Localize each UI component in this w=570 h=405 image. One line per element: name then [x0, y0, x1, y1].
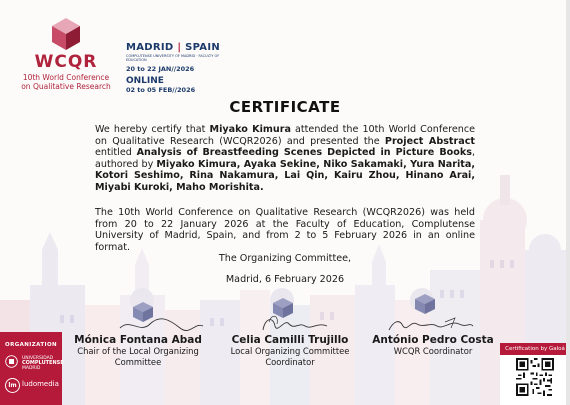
p1-text-b: attended the 10th World Conference on Qualitative Research (WCQR2026) and presented the [95, 124, 475, 147]
venue-university: COMPLUTENSE UNIVERSITY OF MADRID · FACULTY OF EDUCATION [126, 54, 220, 62]
cube-logo-icon [50, 16, 82, 52]
signatory-2 [215, 334, 365, 368]
venue-city-country: MADRID | SPAIN [126, 42, 221, 53]
signatory-1-role-line2: Committee [114, 357, 162, 367]
signatory-1-name: Mónica Fontana Abad [74, 334, 202, 346]
certificate-title: CERTIFICATE [229, 98, 341, 116]
signatory-2-role-line1: Local Organizing Committee [230, 346, 350, 356]
org1-line2: COMPLUTENSE [22, 360, 64, 366]
wcqr-logo [21, 16, 111, 96]
venue-country: SPAIN [185, 42, 221, 53]
page-edge [566, 0, 570, 405]
organization-bar [0, 332, 62, 405]
complutense-logo [5, 355, 64, 371]
signatory-1-role-line1: Chair of the Local Organizing [77, 346, 199, 356]
online-dates: 02 to 05 FEB//2026 [126, 86, 196, 94]
recipient-name: Miyako Kimura [209, 124, 291, 135]
logo-subtitle-line1: 10th World Conference [22, 73, 110, 82]
ludomedia-text: ludomedia [22, 380, 59, 388]
p1-text-a: We hereby certify that [95, 124, 210, 135]
org1-line3: MADRID [22, 366, 41, 371]
online-label: ONLINE [126, 76, 164, 86]
ludomedia-icon: lm [5, 378, 20, 393]
certificate-verification [500, 343, 570, 405]
organizing-committee: The Organizing Committee, [218, 253, 352, 264]
venue-city: MADRID [126, 42, 174, 53]
work-title: Analysis of Breastfeeding Scenes Depicted in Picture Books [136, 147, 472, 159]
certification-badge: Certification by Galoá [500, 343, 570, 355]
venue-info [126, 42, 236, 94]
org1-line1: UNIVERSIDAD [22, 356, 54, 361]
place-and-date: Madrid, 6 February 2026 [225, 274, 345, 285]
signature-2-graphic [255, 296, 335, 336]
complutense-text [22, 356, 64, 371]
conference-paragraph: The 10th World Conference on Qualitative Research (WCQR2026) was held from 20 to 22 January 2026 at the Faculty of Education, Complutense University of Madrid, Spain, and from 2 to 5 February 2026 in an online format. [95, 207, 475, 253]
signatory-3-name: António Pedro Costa [372, 334, 494, 346]
p1-text-d: , authored by [95, 147, 475, 170]
signature-1-graphic [115, 300, 205, 336]
presentation-type: Project Abstract [384, 135, 475, 147]
logo-text: WCQR [34, 52, 98, 72]
certification-paragraph [95, 124, 475, 194]
signatory-1 [63, 334, 213, 368]
signatory-2-name: Celia Camilli Trujillo [231, 334, 349, 346]
signatory-3 [358, 334, 508, 357]
signatory-3-role-line1: WCQR Coordinator [393, 346, 473, 356]
venue-dates: 20 to 22 JAN//2026 [126, 65, 195, 73]
signatory-2-role-line2: Coordinator [265, 357, 315, 367]
qr-code-icon[interactable] [516, 358, 554, 396]
logo-subtitle-line2: on Qualitative Research [21, 82, 111, 91]
signature-3-graphic [385, 292, 475, 336]
p1-text-c: entitled [95, 147, 137, 159]
organization-label: ORGANIZATION [5, 342, 58, 348]
university-crest-icon [5, 355, 18, 368]
authors-list: Miyako Kimura, Ayaka Sekine, Niko Sakamaki, Yura Narita, Kotori Seshimo, Rina Nakamura, Lai Qin, Kairu Zhou, Hinano Arai, Miyabi Kuroki, Maho Morishita. [95, 158, 476, 193]
